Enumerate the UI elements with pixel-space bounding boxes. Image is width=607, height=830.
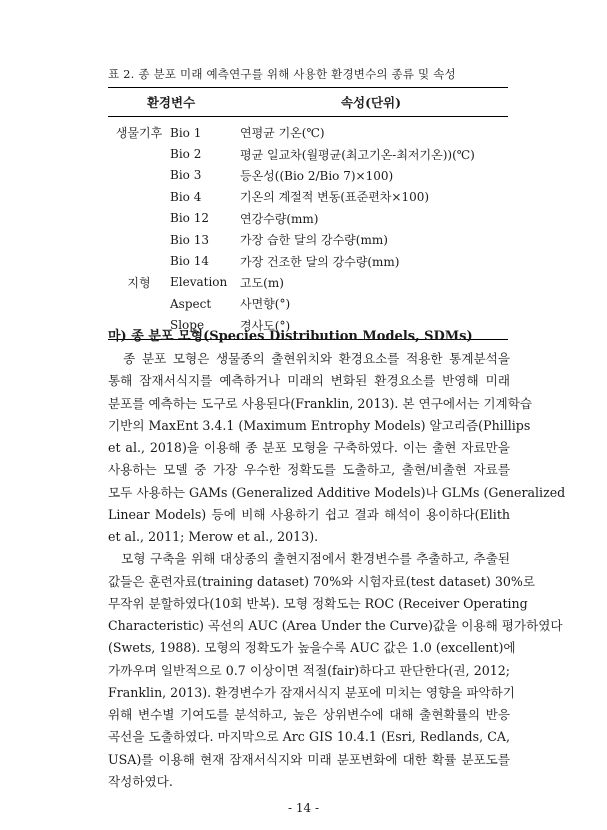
text-line: 모형 구축을 위해 대상종의 출현지점에서 환경변수를 추출하고, 추출된 — [108, 551, 510, 567]
row-variable: Bio 3 — [170, 168, 202, 183]
text-line: Franklin, 2013). 환경변수가 잠재서식지 분포에 미치는 영향을 파악하기 — [108, 684, 515, 700]
row-variable: Bio 4 — [170, 189, 202, 204]
text-line: 위해 변수별 기여도를 분석하고, 높은 상위변수에 대해 출현확률의 반응 — [108, 707, 510, 722]
row-variable: Elevation — [170, 275, 228, 290]
text-line: 무작위 분할하였다(10회 반복). 모형 정확도는 ROC (Receiver Operating — [108, 595, 528, 611]
row-attribute: 경사도(°) — [240, 318, 291, 333]
row-variable: Bio 13 — [170, 232, 209, 247]
row-attribute: 가장 건조한 달의 강수량(mm) — [240, 254, 400, 269]
environment-variables-table — [108, 87, 508, 340]
header-variable: 환경변수 — [146, 95, 196, 110]
table-row — [108, 122, 508, 143]
row-attribute: 고도(m) — [240, 275, 284, 290]
table-row — [108, 165, 508, 186]
text-line: 가까우며 일반적으로 0.7 이상이면 적절(fair)하다고 판단한다(권, 2012; — [108, 662, 510, 678]
row-variable: Bio 1 — [170, 125, 202, 140]
body-text — [108, 348, 566, 793]
text-line: USA)를 이용해 현재 잠재서식지와 미래 분포변화에 대한 확률 분포도를 — [108, 751, 510, 767]
text-line: 종 분포 모형은 생물종의 출현위치와 환경요소를 적용한 통계분석을 — [108, 351, 510, 366]
text-line: 곡선을 도출하였다. 마지막으로 Arc GIS 10.4.1 (Esri, Redlands, CA, — [108, 729, 510, 745]
text-line: 기반의 MaxEnt 3.4.1 (Maximum Entrophy Models) 알고리즘(Phillips — [108, 417, 531, 433]
table-row — [108, 229, 508, 250]
text-line: 사용하는 모델 중 가장 우수한 정확도를 도출하고, 출현/비출현 자료를 — [108, 462, 510, 478]
text-line: 모두 사용하는 GAMs (Generalized Additive Models)나 GLMs (Generalized — [108, 484, 566, 500]
row-attribute: 등온성((Bio 2/Bio 7)×100) — [240, 168, 394, 183]
table-body — [108, 117, 508, 339]
text-line: et al., 2011; Merow et al., 2013). — [108, 529, 319, 544]
row-attribute: 기온의 계절적 변동(표준편차×100) — [240, 190, 430, 205]
text-line: et al., 2018)을 이용해 종 분포 모형을 구축하였다. 이는 출현 자료만을 — [108, 440, 510, 455]
row-attribute: 연평균 기온(℃) — [240, 126, 325, 141]
text-line: Characteristic) 곡선의 AUC (Area Under the Curve)값을 이용해 평가하였다 — [108, 618, 563, 633]
row-group: 지형 — [127, 275, 151, 290]
row-attribute: 사면향(°) — [240, 297, 291, 312]
text-line: (Swets, 1988). 모형의 정확도가 높을수록 AUC 값은 1.0 (excellent)에 — [108, 640, 516, 656]
table-row — [108, 250, 508, 271]
header-attribute: 속성(단위) — [340, 95, 402, 110]
row-variable: Aspect — [170, 296, 212, 311]
row-variable: Slope — [170, 318, 205, 333]
table-row — [108, 208, 508, 229]
section-heading: 마) 종 분포 모형(Species Distribution Models, SDMs) — [108, 329, 473, 344]
page-number: - 14 - — [287, 801, 319, 815]
table-row — [108, 293, 508, 314]
table-header — [108, 88, 508, 117]
text-line: 값들은 훈련자료(training dataset) 70%와 시험자료(test dataset) 30%로 — [108, 573, 536, 589]
text-line: 통해 잠재서식지를 예측하거나 미래의 변화된 환경요소를 반영해 미래 — [108, 373, 510, 389]
row-attribute: 평균 일교차(월평균(최고기온-최저기온))(℃) — [240, 147, 475, 162]
row-group: 생물기후 — [115, 126, 163, 141]
table-row — [108, 143, 508, 164]
row-variable: Bio 12 — [170, 211, 209, 226]
text-line: Linear Models) 등에 비해 사용하기 쉽고 결과 해석이 용이하다(Elith — [108, 506, 510, 522]
text-line: 작성하였다. — [108, 773, 173, 789]
text-line: 분포를 예측하는 도구로 사용된다(Franklin, 2013). 본 연구에서는 기계학습 — [108, 395, 533, 411]
table-row — [108, 186, 508, 207]
row-attribute: 가장 습한 달의 강수량(mm) — [240, 233, 388, 248]
table-caption: 표 2. 종 분포 미래 예측연구를 위해 사용한 환경변수의 종류 및 속성 — [108, 67, 456, 81]
row-variable: Bio 14 — [170, 254, 209, 269]
row-variable: Bio 2 — [170, 147, 202, 162]
row-attribute: 연강수량(mm) — [240, 211, 319, 226]
table-row — [108, 272, 508, 293]
